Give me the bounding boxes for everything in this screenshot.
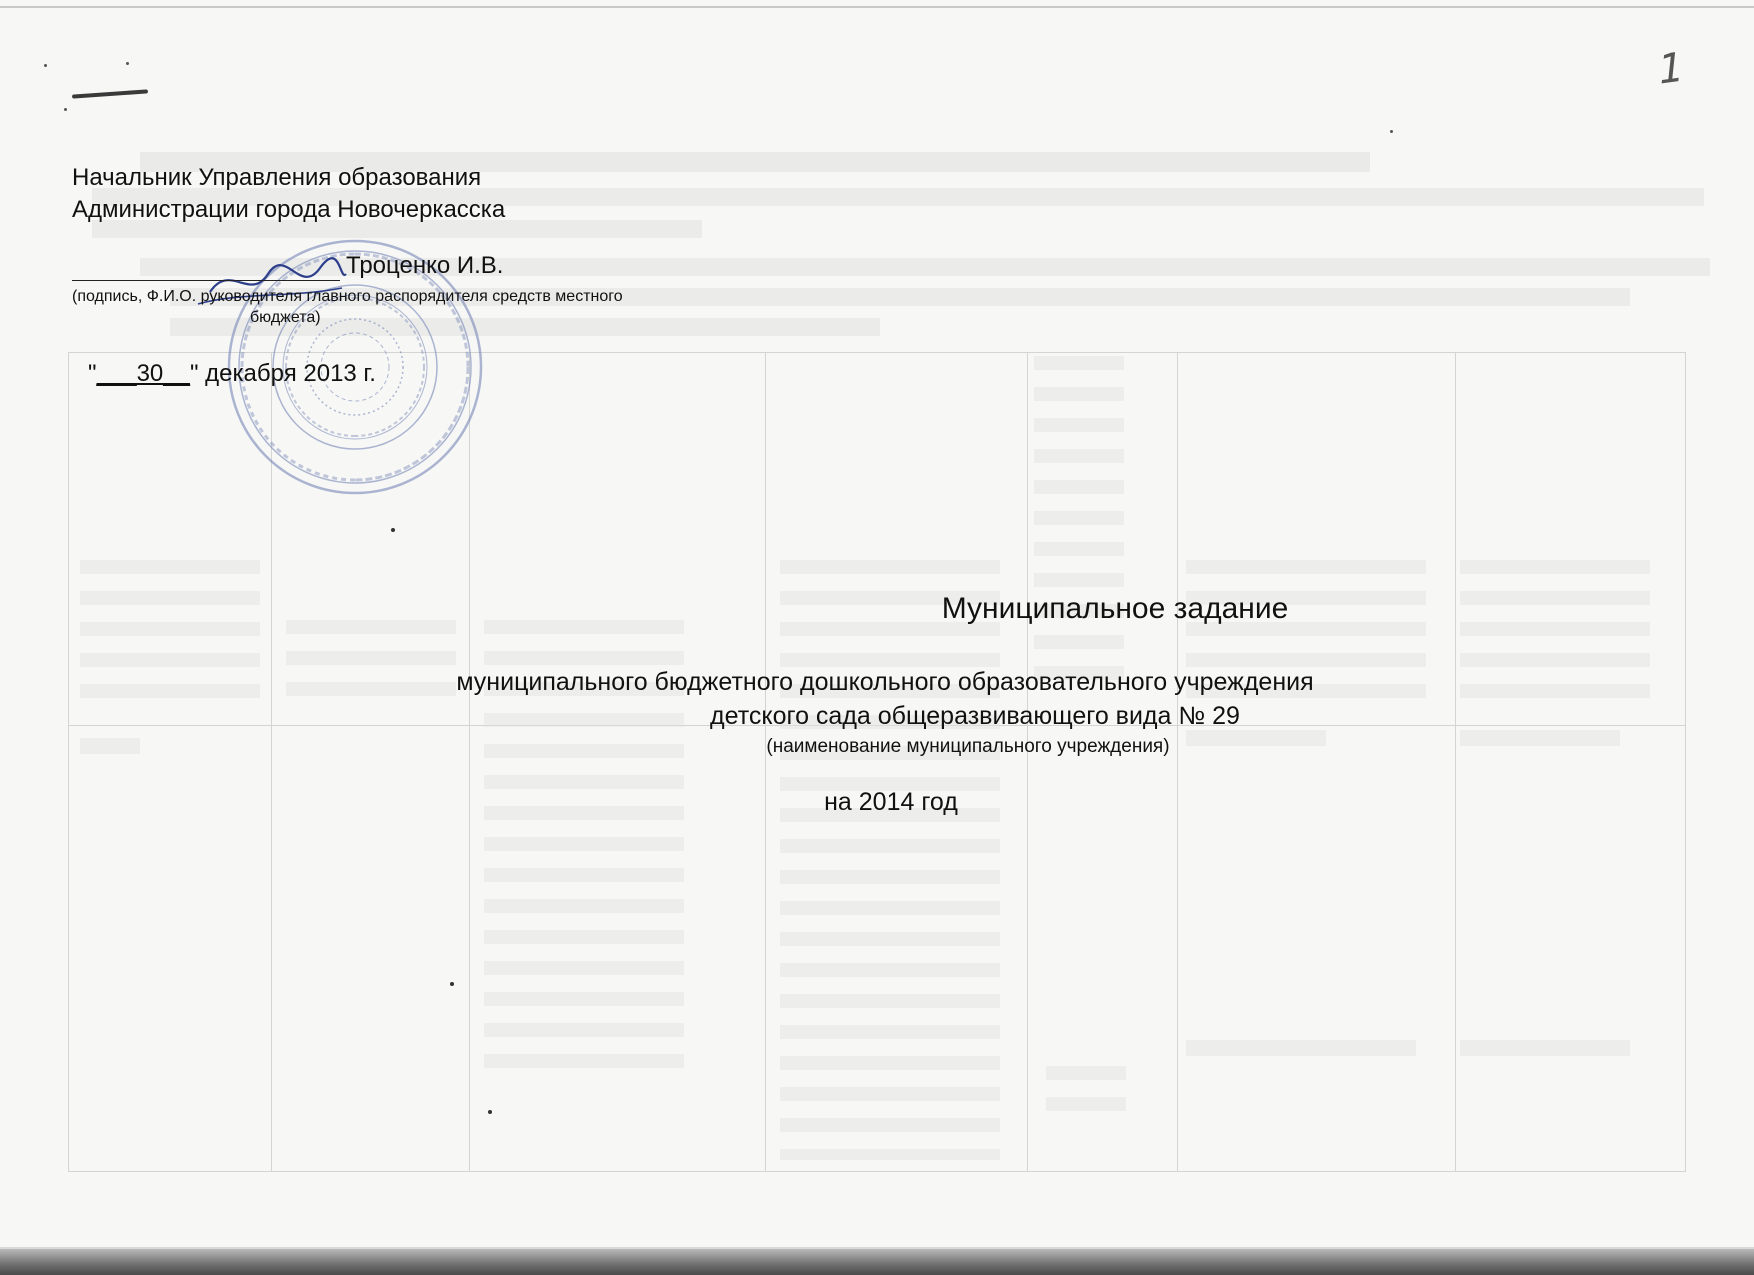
date-open-quote: " xyxy=(88,360,97,387)
organization-name-line-2: детского сада общеразвивающего вида № 29 xyxy=(710,702,1240,730)
signature-caption-line-2: бюджета) xyxy=(250,309,321,326)
date-day: ___30__ xyxy=(96,360,190,387)
scan-bottom-shadow xyxy=(0,1249,1754,1275)
handwritten-page-number: 1 xyxy=(1655,43,1686,95)
signer-name: Троценко И.В. xyxy=(346,252,504,279)
document-title: Муниципальное задание xyxy=(941,592,1289,625)
approver-position-line-1: Начальник Управления образования xyxy=(72,164,482,191)
organization-name-line-1: муниципального бюджетного дошкольного образовательного учреждения xyxy=(456,668,1314,696)
document-period: на 2014 год xyxy=(824,788,958,816)
approval-date xyxy=(88,360,376,388)
signature-caption-line-1: (подпись, Ф.И.О. руководителя главного распорядителя средств местного xyxy=(72,288,623,305)
ink-dot xyxy=(488,1110,492,1114)
organization-name-caption: (наименование муниципального учреждения) xyxy=(766,736,1170,757)
signature-underline xyxy=(72,280,340,281)
ink-dot xyxy=(391,528,395,532)
date-month-year: " декабря 2013 г. xyxy=(189,360,376,387)
approver-position-line-2: Администрации города Новочеркасска xyxy=(72,196,506,223)
ink-dot xyxy=(450,982,454,986)
